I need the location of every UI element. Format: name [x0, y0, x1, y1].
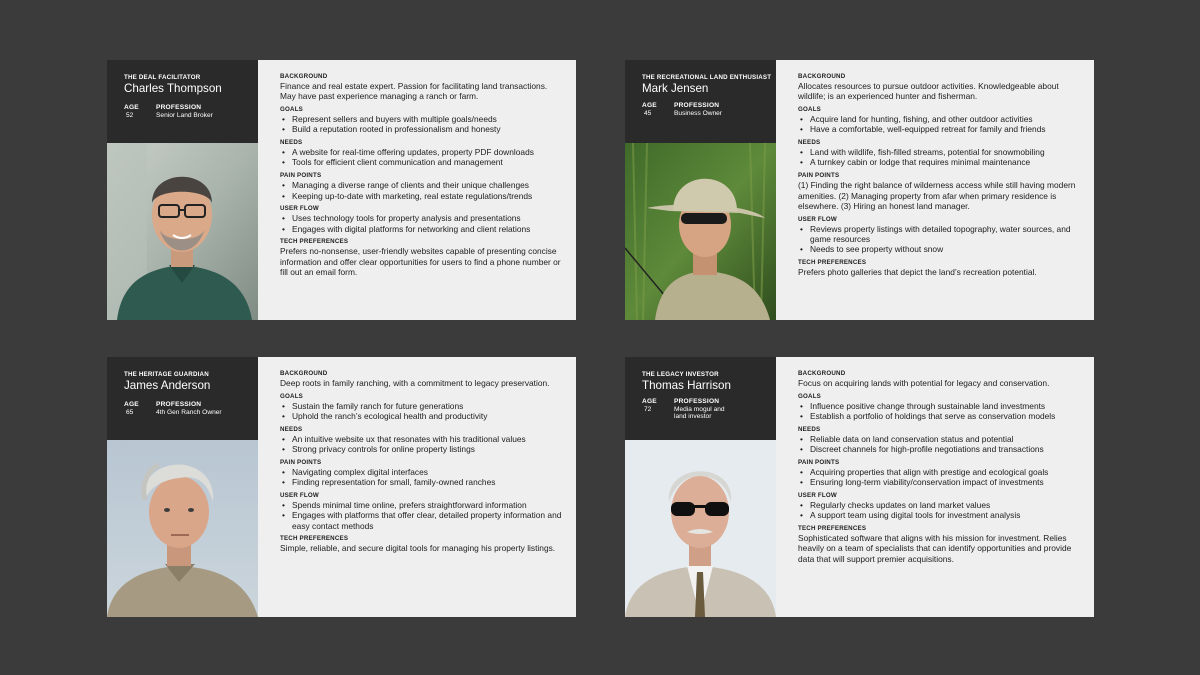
tech-preferences-heading: TECH PREFERENCES	[280, 535, 349, 543]
persona-meta	[642, 398, 776, 421]
needs-heading: NEEDS	[280, 139, 303, 147]
list-item: • Tools for efficient client communication and management	[280, 157, 564, 167]
user-flow-heading: USER FLOW	[280, 205, 319, 213]
profession-value: Senior Land Broker	[156, 111, 213, 119]
pain-points-heading: PAIN POINTS	[798, 458, 840, 466]
list-item: • Reviews property listings with detailed topography, water sources, and game resources	[798, 224, 1082, 245]
needs-heading: NEEDS	[280, 425, 303, 433]
tech-preferences-text: Prefers no-nonsense, user-friendly websites capable of presenting concise information and offer clear opportunities for users to find a phone number or fill out an email form.	[280, 246, 561, 278]
list-item: • Managing a diverse range of clients and their unique challenges	[280, 180, 564, 190]
list-item: • Acquiring properties that align with prestige and ecological goals	[798, 467, 1082, 477]
persona-details	[776, 60, 1094, 320]
list-item: • Have a comfortable, well-equipped retreat for family and friends	[798, 124, 1082, 134]
user-flow-list	[280, 213, 564, 234]
persona-sidebar	[107, 357, 258, 617]
persona-meta	[642, 102, 776, 117]
user-flow-list	[280, 500, 564, 531]
profession-label: PROFESSION	[674, 398, 720, 405]
list-item: • Represent sellers and buyers with multiple goals/needs	[280, 114, 564, 124]
list-item: • Reliable data on land conservation status and potential	[798, 434, 1082, 444]
background-text: Focus on acquiring lands with potential for legacy and conservation.	[798, 378, 1050, 388]
pain-points-list	[280, 467, 564, 488]
list-item: • Discreet channels for high-profile negotiations and transactions	[798, 444, 1082, 454]
list-item: • Uphold the ranch’s ecological health and productivity	[280, 411, 564, 421]
persona-header	[107, 357, 258, 440]
list-item: • Acquire land for hunting, fishing, and other outdoor activities	[798, 114, 1082, 124]
list-item: • Engages with digital platforms for networking and client relations	[280, 224, 564, 234]
goals-list	[798, 401, 1082, 422]
age-label: AGE	[642, 102, 657, 109]
needs-heading: NEEDS	[798, 425, 821, 433]
tech-preferences-heading: TECH PREFERENCES	[280, 238, 349, 246]
needs-list	[280, 434, 564, 455]
age-label: AGE	[124, 401, 139, 408]
profession-label: PROFESSION	[156, 401, 202, 408]
needs-list	[798, 147, 1082, 168]
persona-meta	[124, 104, 258, 119]
persona-tagline: THE DEAL FACILITATOR	[124, 74, 201, 81]
persona-card-mark	[625, 60, 1094, 320]
pain-points-list	[798, 467, 1082, 488]
persona-photo	[107, 440, 258, 617]
persona-photo	[625, 143, 776, 320]
list-item: • Influence positive change through sustainable land investments	[798, 401, 1082, 411]
persona-details	[258, 60, 576, 320]
persona-name: James Anderson	[124, 379, 211, 392]
tech-preferences-heading: TECH PREFERENCES	[798, 525, 867, 533]
persona-photo	[107, 143, 258, 320]
goals-list	[280, 114, 564, 135]
list-item: • A website for real-time offering updates, property PDF downloads	[280, 147, 564, 157]
age-value: 65	[126, 408, 134, 416]
list-item: • Finding representation for small, family-owned ranches	[280, 477, 564, 487]
list-item: • Establish a portfolio of holdings that serve as conservation models	[798, 411, 1082, 421]
portrait-charles	[107, 143, 258, 320]
persona-tagline: THE HERITAGE GUARDIAN	[124, 371, 209, 378]
background-text: Finance and real estate expert. Passion for facilitating land transactions. May have past experience managing a ranch or farm.	[280, 81, 548, 102]
goals-list	[280, 401, 564, 422]
background-heading: BACKGROUND	[798, 370, 846, 377]
list-item: • Build a reputation rooted in professionalism and honesty	[280, 124, 564, 134]
persona-card-thomas	[625, 357, 1094, 617]
needs-heading: NEEDS	[798, 139, 821, 147]
profession-value: 4th Gen Ranch Owner	[156, 408, 222, 416]
needs-list	[280, 147, 564, 168]
background-text: Allocates resources to pursue outdoor activities. Knowledgeable about wildlife; is an experienced hunter and fisherman.	[798, 81, 1059, 102]
background-heading: BACKGROUND	[280, 73, 328, 80]
background-heading: BACKGROUND	[280, 370, 328, 377]
tech-preferences-text: Prefers photo galleries that depict the land’s recreation potential.	[798, 267, 1037, 278]
persona-sidebar	[625, 60, 776, 320]
list-item: • Needs to see property without snow	[798, 244, 1082, 254]
list-item: • Sustain the family ranch for future generations	[280, 401, 564, 411]
age-value: 72	[644, 405, 652, 413]
list-item: • Navigating complex digital interfaces	[280, 467, 564, 477]
persona-card-charles	[107, 60, 576, 320]
pain-points-heading: PAIN POINTS	[280, 458, 322, 466]
tech-preferences-text: Simple, reliable, and secure digital tools for managing his property listings.	[280, 543, 556, 554]
persona-details	[258, 357, 576, 617]
user-flow-heading: USER FLOW	[798, 215, 837, 223]
persona-sidebar	[107, 60, 258, 320]
user-flow-heading: USER FLOW	[798, 492, 837, 500]
list-item: • Uses technology tools for property analysis and presentations	[280, 213, 564, 223]
persona-tagline: THE LEGACY INVESTOR	[642, 371, 719, 378]
portrait-thomas	[625, 440, 776, 617]
persona-tagline: THE RECREATIONAL LAND ENTHUSIAST	[642, 74, 772, 81]
list-item: • Spends minimal time online, prefers straightforward information	[280, 500, 564, 510]
goals-heading: GOALS	[280, 392, 304, 400]
user-flow-list	[798, 224, 1082, 255]
age-label: AGE	[642, 398, 657, 405]
age-label: AGE	[124, 104, 139, 111]
persona-sidebar	[625, 357, 776, 617]
background-heading: BACKGROUND	[798, 73, 846, 80]
age-value: 52	[126, 111, 134, 119]
list-item: • Ensuring long-term viability/conservation impact of investments	[798, 477, 1082, 487]
goals-heading: GOALS	[798, 106, 822, 114]
portrait-mark	[625, 143, 776, 320]
background-text: Deep roots in family ranching, with a commitment to legacy preservation.	[280, 378, 550, 388]
list-item: • Regularly checks updates on land market values	[798, 500, 1082, 510]
persona-name: Charles Thompson	[124, 82, 222, 95]
tech-preferences-text: Sophisticated software that aligns with his mission for investment. Relies heavily on a team of specialists that can identify opportunities and provide data that will support premier acquisitions.	[798, 533, 1072, 564]
list-item: • A turnkey cabin or lodge that requires minimal maintenance	[798, 157, 1082, 167]
pain-points-heading: PAIN POINTS	[280, 172, 322, 180]
persona-name: Thomas Harrison	[642, 379, 731, 392]
goals-heading: GOALS	[280, 106, 304, 114]
pain-points-list	[280, 180, 564, 201]
tech-preferences-heading: TECH PREFERENCES	[798, 259, 867, 267]
persona-header	[625, 60, 776, 143]
list-item: • A support team using digital tools for investment analysis	[798, 510, 1082, 520]
profession-label: PROFESSION	[156, 104, 202, 111]
goals-heading: GOALS	[798, 392, 822, 400]
profession-label: PROFESSION	[674, 102, 720, 109]
persona-name: Mark Jensen	[642, 82, 709, 95]
list-item: • Land with wildlife, fish-filled streams, potential for snowmobiling	[798, 147, 1082, 157]
user-flow-list	[798, 500, 1082, 521]
list-item: • Engages with platforms that offer clear, detailed property information and easy contact methods	[280, 510, 564, 531]
persona-card-james	[107, 357, 576, 617]
list-item: • Keeping up-to-date with marketing, real estate regulations/trends	[280, 191, 564, 201]
goals-list	[798, 114, 1082, 135]
persona-header	[107, 60, 258, 143]
profession-value: Media mogul and land investor	[674, 405, 725, 420]
pain-points-text: (1) Finding the right balance of wilderness access while still having modern amenities. (2) Managing property from afar when primary residence is elsewhere. (3) Hiring an honest land manager.	[798, 180, 1076, 211]
persona-photo	[625, 440, 776, 617]
list-item: • Strong privacy controls for online property listings	[280, 444, 564, 454]
list-item: • An intuitive website ux that resonates with his traditional values	[280, 434, 564, 444]
persona-meta	[124, 401, 258, 416]
portrait-james	[107, 440, 258, 617]
profession-value: Business Owner	[674, 109, 723, 117]
user-flow-heading: USER FLOW	[280, 492, 319, 500]
pain-points-heading: PAIN POINTS	[798, 172, 840, 180]
needs-list	[798, 434, 1082, 455]
age-value: 45	[644, 109, 652, 117]
persona-details	[776, 357, 1094, 617]
persona-header	[625, 357, 776, 440]
